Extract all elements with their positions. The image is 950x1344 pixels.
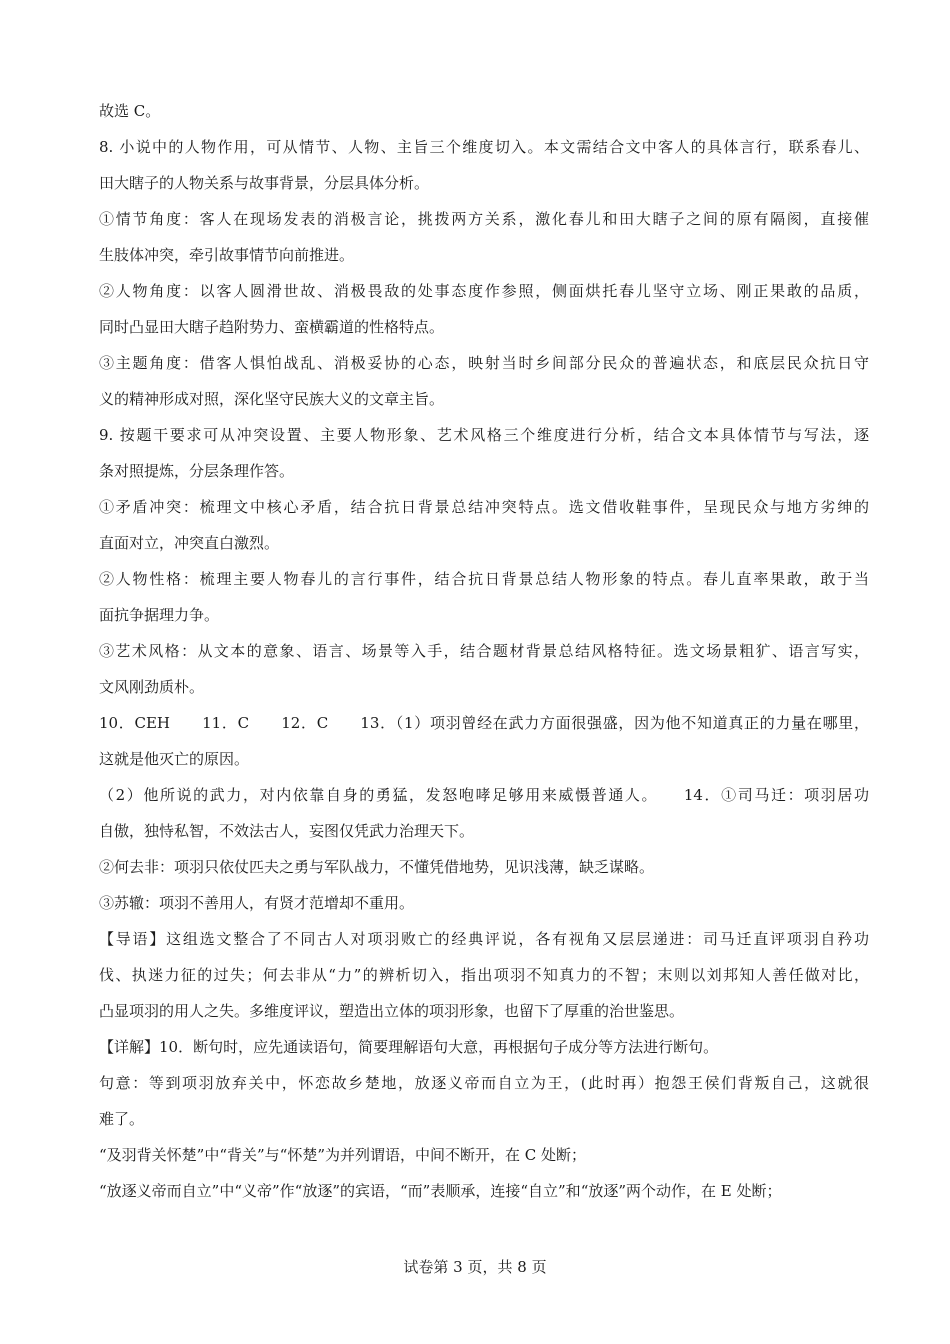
text-line: 义的精神形成对照，深化坚守民族大义的文章主旨。 [99,390,445,408]
text-line: “放逐义帝而自立”中“义帝”作“放逐”的宾语，“而”表顺承，连接“自立”和“放逐”两个动作，在 E 处断； [99,1182,782,1200]
text-line: 生肢体冲突，牵引故事情节向前推进。 [99,246,355,264]
text-line: 【详解】10．断句时，应先通读语句，简要理解语句大意，再根据句子成分等方法进行断句。 [99,1038,719,1056]
text-line: 10．CEH 11．C 12．C 13．（1）项羽曾经在武力方面很强盛，因为他不知道真正的力量在哪里， [99,714,869,732]
text-line: 同时凸显田大瞎子趋附势力、蛮横霸道的性格特点。 [99,318,445,336]
text-line: 直面对立，冲突直白激烈。 [99,534,280,552]
text-line: ③主题角度：借客人惧怕战乱、消极妥协的心态，映射当时乡间部分民众的普遍状态，和底层民众抗日守 [99,354,869,372]
text-line: ②何去非：项羽只依仗匹夫之勇与军队战力，不懂凭借地势，见识浅薄，缺乏谋略。 [99,858,655,876]
text-line: 条对照提炼，分层条理作答。 [99,462,295,480]
text-line: 文风刚劲质朴。 [99,678,205,696]
text-line: ①矛盾冲突：梳理文中核心矛盾，结合抗日背景总结冲突特点。选文借收鞋事件，呈现民众与地方劣绅的 [99,498,869,516]
text-line: 伐、执迷力征的过失；何去非从“力”的辨析切入，指出项羽不知真力的不智；末则以刘邦知人善任做对比， [99,966,869,984]
page-footer: 试卷第 3 页，共 8 页 [403,1258,547,1276]
text-line: 故选 C。 [99,102,161,120]
text-line: 自傲，独恃私智，不效法古人，妄图仅凭武力治理天下。 [99,822,475,840]
text-line: 8. 小说中的人物作用，可从情节、人物、主旨三个维度切入。本文需结合文中客人的具体言行，联系春儿、 [99,138,869,156]
text-line: 【导语】这组选文整合了不同古人对项羽败亡的经典评说，各有视角又层层递进：司马迁直评项羽自矜功 [99,930,869,948]
text-line: ③苏辙：项羽不善用人，有贤才范增却不重用。 [99,894,415,912]
text-line: 面抗争据理力争。 [99,606,220,624]
text-line: “及羽背关怀楚”中“背关”与“怀楚”为并列谓语，中间不断开，在 C 处断； [99,1146,587,1164]
text-line: ③艺术风格：从文本的意象、语言、场景等入手，结合题材背景总结风格特征。选文场景粗犷、语言写实， [99,642,869,660]
text-line: 难了。 [99,1110,145,1128]
text-line: 句意：等到项羽放弃关中，怀恋故乡楚地，放逐义帝而自立为王，(此时再）抱怨王侯们背叛自己，这就很 [99,1074,869,1092]
text-line: 这就是他灭亡的原因。 [99,750,250,768]
answer-text-body [99,93,869,1209]
text-line: （2）他所说的武力，对内依靠自身的勇猛，发怒咆哮足够用来威慑普通人。 14．①司马迁：项羽居功 [99,786,869,804]
text-line: ①情节角度：客人在现场发表的消极言论，挑拨两方关系，激化春儿和田大瞎子之间的原有隔阂，直接催 [99,210,869,228]
text-line: ②人物性格：梳理主要人物春儿的言行事件，结合抗日背景总结人物形象的特点。春儿直率果敢，敢于当 [99,570,869,588]
text-line: ②人物角度：以客人圆滑世故、消极畏敌的处事态度作参照，侧面烘托春儿坚守立场、刚正果敢的品质， [99,282,869,300]
text-line: 凸显项羽的用人之失。多维度评议，塑造出立体的项羽形象，也留下了厚重的治世鉴思。 [99,1002,685,1020]
text-line: 9. 按题干要求可从冲突设置、主要人物形象、艺术风格三个维度进行分析，结合文本具体情节与写法，逐 [99,426,869,444]
text-line: 田大瞎子的人物关系与故事背景，分层具体分析。 [99,174,430,192]
